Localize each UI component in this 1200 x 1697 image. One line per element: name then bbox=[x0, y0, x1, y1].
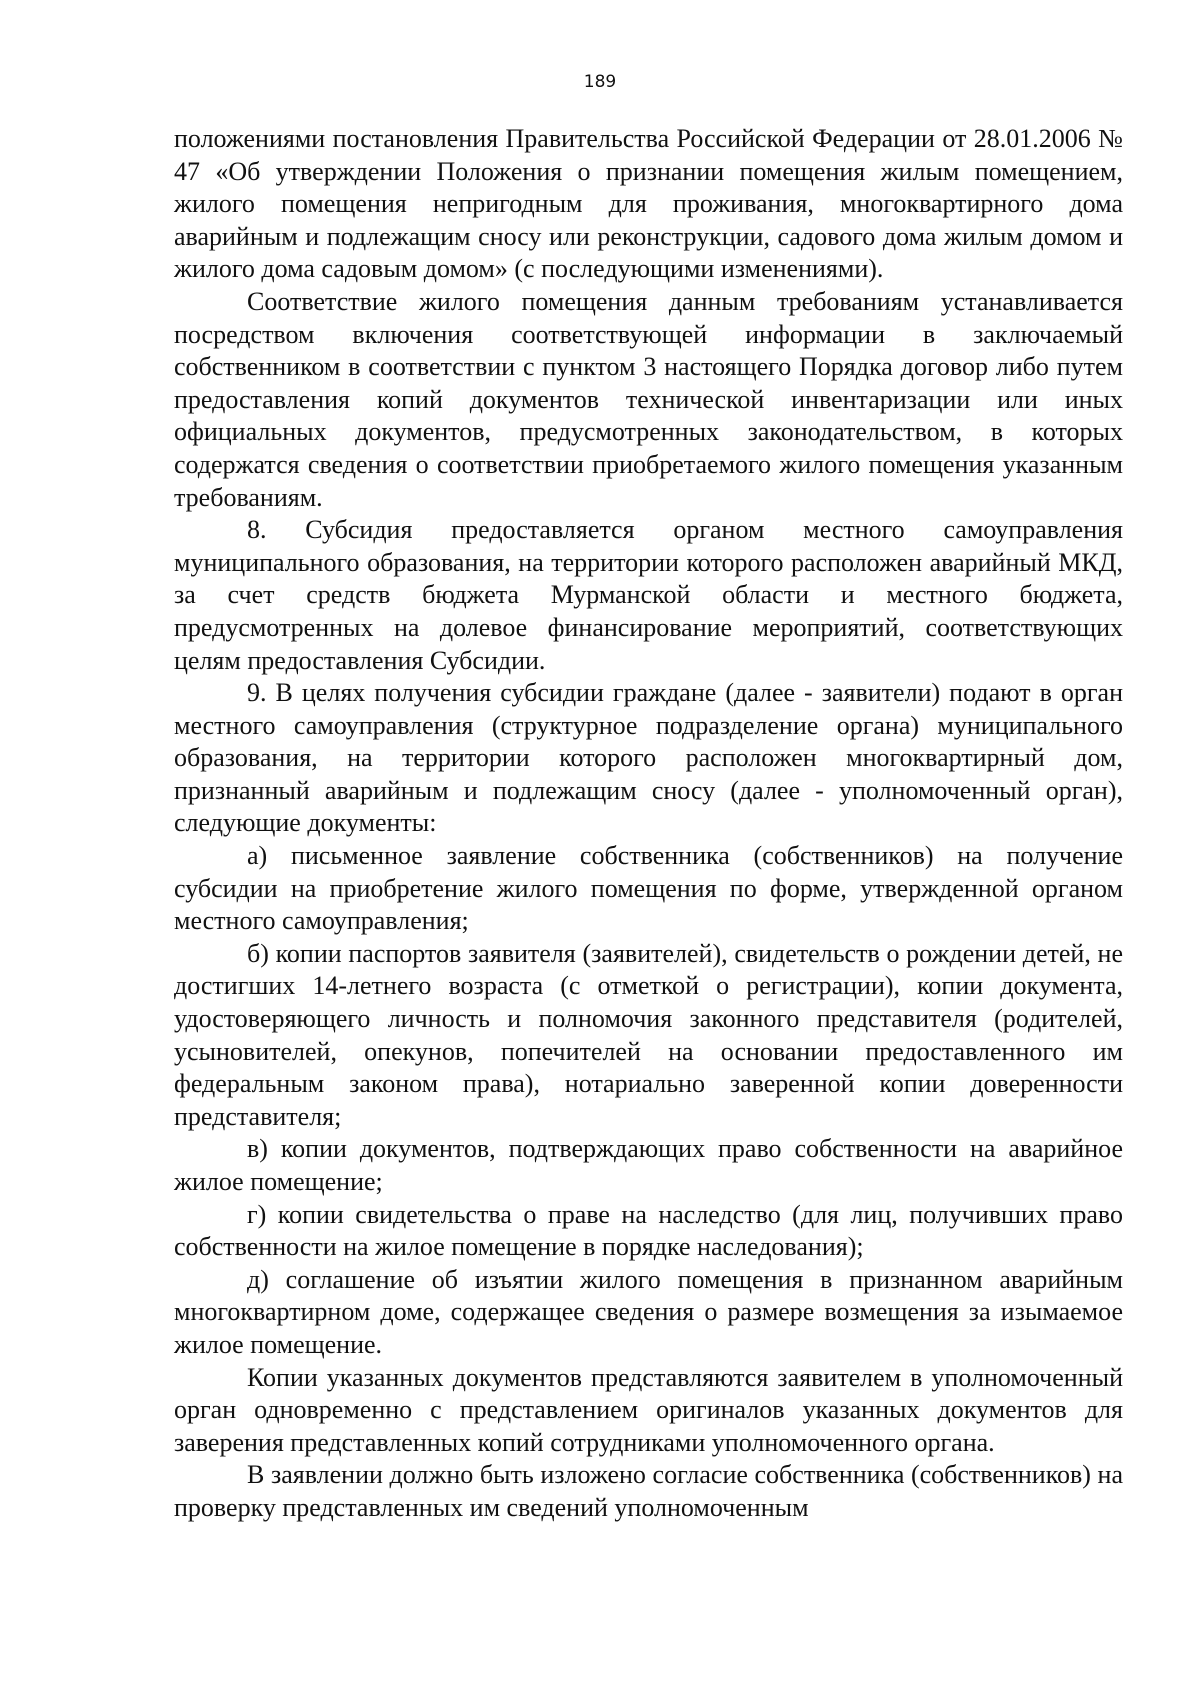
paragraph-11: В заявлении должно быть изложено согласие собственника (собственников) на проверку представленных им сведений уполномоченным bbox=[174, 1460, 1123, 1522]
paragraph-9: д) соглашение об изъятии жилого помещения в признанном аварийным многоквартирном доме, содержащее сведения о размере возмещения за изымаемое жилое помещение. bbox=[174, 1264, 1123, 1359]
paragraph-5: а) письменное заявление собственника (собственников) на получение субсидии на приобретение жилого помещения по форме, утвержденной органом местного самоуправления; bbox=[174, 841, 1123, 936]
document-body bbox=[174, 123, 1123, 1525]
page-number: 189 bbox=[583, 72, 617, 92]
paragraph-3: 8. Субсидия предоставляется органом местного самоуправления муниципального образования, на территории которого расположен аварийный МКД, за счет средств бюджета Мурманской области и местного бюджета, предусмотренных на долевое финансирование мероприятий, соответствующих целям предоставления Субсидии. bbox=[174, 515, 1123, 675]
paragraph-6: б) копии паспортов заявителя (заявителей), свидетельств о рождении детей, не достигших 14-летнего возраста (с отметкой о регистрации), копии документа, удостоверяющего личность и полномочия законного представителя (родителей, усыновителей, опекунов, попечителей на основании предоставленного им федеральным законом права), нотариально заверенной копии доверенности представителя; bbox=[174, 938, 1123, 1131]
paragraph-1: положениями постановления Правительства Российской Федерации от 28.01.2006 № 47 «Об утверждении Положения о признании помещения жилым помещением, жилого помещения непригодным для проживания, многоквартирного дома аварийным и подлежащим сносу или реконструкции, садового дома жилым домом и жилого дома садовым домом» (с последующими изменениями). bbox=[174, 124, 1123, 284]
paragraph-4: 9. В целях получения субсидии граждане (далее - заявители) подают в орган местного самоуправления (структурное подразделение органа) муниципального образования, на территории которого расположен многоквартирный дом, признанный аварийным и подлежащим сносу (далее - уполномоченный орган), следующие документы: bbox=[174, 678, 1123, 838]
paragraph-10: Копии указанных документов представляются заявителем в уполномоченный орган одновременно с представлением оригиналов указанных документов для заверения представленных копий сотрудниками уполномоченного органа. bbox=[174, 1362, 1123, 1457]
paragraph-8: г) копии свидетельства о праве на наследство (для лиц, получивших право собственности на жилое помещение в порядке наследования); bbox=[174, 1199, 1123, 1262]
paragraph-2: Соответствие жилого помещения данным требованиям устанавливается посредством включения соответствующей информации в заключаемый собственником в соответствии с пунктом 3 настоящего Порядка договор либо путем предоставления копий документов технической инвентаризации или иных официальных документов, предусмотренных законодательством, в которых содержатся сведения о соответствии приобретаемого жилого помещения указанным требованиям. bbox=[174, 286, 1123, 512]
paragraph-7: в) копии документов, подтверждающих право собственности на аварийное жилое помещение; bbox=[174, 1134, 1123, 1196]
